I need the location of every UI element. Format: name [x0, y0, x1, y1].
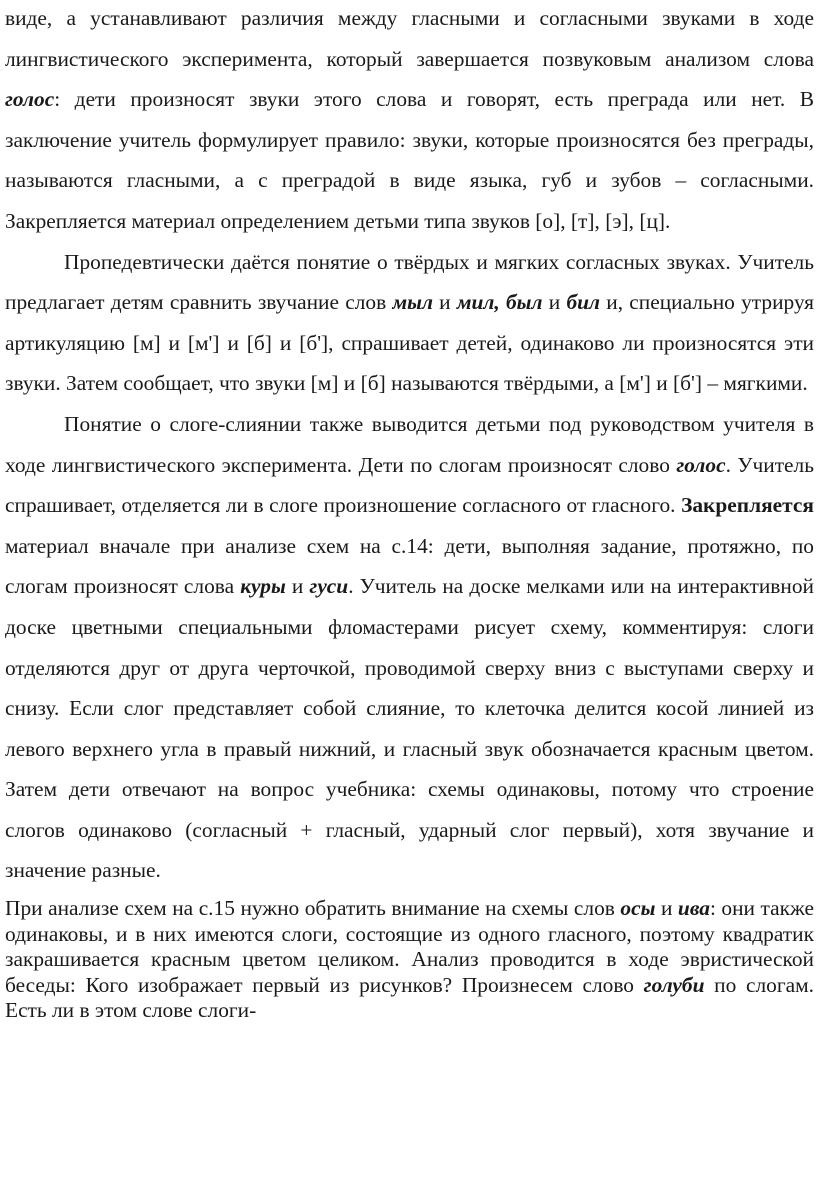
p4-text-2: и	[655, 896, 678, 921]
p3-text-5: . Учитель на доске мелками или на интерактивной доске цветными специальными фломастерами рисует схему, комментируя: слоги отделяются друг от друга черточкой, проводимой сверху вниз с выступами сверху и снизу. Если слог представляет собой слияние, то клеточка делится косой линией из левого верхнего угла в правый нижний, и гласный звук обозначается красным цветом. Затем дети отвечают на вопрос учебника: схемы одинаковы, потому что строение слогов одинаково (согласный + гласный, ударный слог первый), хотя звучание и значение разные.	[5, 574, 814, 883]
p2-word-mil-byl: мил, был	[456, 290, 543, 315]
p4-text-3: : они также одинаковы, и в них имеются слоги, состоящие из одного гласного, поэтому квадратик закрашивается красным цветом целиком. Анализ проводится в ходе эвристической беседы: Кого изображает первый из рисунков? Произнесем слово	[5, 896, 814, 997]
p3-text-1: Понятие о слоге-слиянии также выводится детьми под руководством учителя в ходе лингвистического эксперимента. Дети по слогам произносят слово	[5, 411, 814, 477]
p3-word-gusi: гуси	[309, 574, 349, 599]
p2-text-1: Пропедевтически даётся понятие о твёрдых и мягких согласных звуках. Учитель предлагает детям сравнить звучание слов	[5, 249, 814, 315]
p4-word-iva: ива	[677, 896, 710, 921]
p1-text-1: виде, а устанавливают различия между гласными и согласными звуками в ходе лингвистического эксперимента, который завершается позвуковым анализом слова	[5, 6, 814, 71]
p1-word-golos: голос	[5, 87, 55, 112]
p2-text-2: и	[432, 290, 457, 315]
document-page	[5, 0, 814, 1024]
p2-text-3: и	[542, 290, 567, 315]
p2-word-bil: бил	[566, 290, 600, 315]
p2-text-4: и, специально утрируя артикуляцию [м] и [м'] и [б] и [б'], спрашивает детей, одинаково ли произносятся эти звуки. Затем сообщает, что звуки [м] и [б] называются твёрдыми, а [м'] и [б'] – мягкими.	[5, 290, 814, 396]
p3-text-3: материал вначале при анализе схем на с.14: дети, выполняя задание, протяжно, по слогам произносят слова	[5, 533, 814, 599]
p3-word-golos: голос	[676, 452, 726, 477]
p1-text-2: : дети произносят звуки этого слова и говорят, есть преграда или нет. В заключение учитель формулирует правило: звуки, которые произносятся без преграды, называются гласными, а с преградой в виде языка, губ и зубов – согласными. Закрепляется материал определением детьми типа звуков [о], [т], [э], [ц].	[5, 87, 814, 233]
p4-word-osy: осы	[620, 896, 656, 921]
p4-word-golubi: голуби	[643, 972, 705, 997]
paragraph-4	[5, 896, 814, 1024]
p3-word-zakreplyaetsya: Закрепляется	[681, 493, 814, 518]
p3-word-kury: куры	[240, 574, 286, 599]
paragraph-3	[5, 404, 814, 894]
p2-word-myl: мыл	[392, 290, 433, 315]
p3-text-4: и	[285, 574, 310, 599]
p4-text-4: по слогам. Есть ли в этом слове слоги-	[5, 972, 814, 1023]
paragraph-1	[5, 0, 814, 242]
paragraph-2	[5, 242, 814, 404]
p3-text-2: . Учитель спрашивает, отделяется ли в слоге произношение согласного от гласного.	[5, 452, 814, 518]
p4-text-1: При анализе схем на с.15 нужно обратить внимание на схемы слов	[5, 896, 621, 921]
